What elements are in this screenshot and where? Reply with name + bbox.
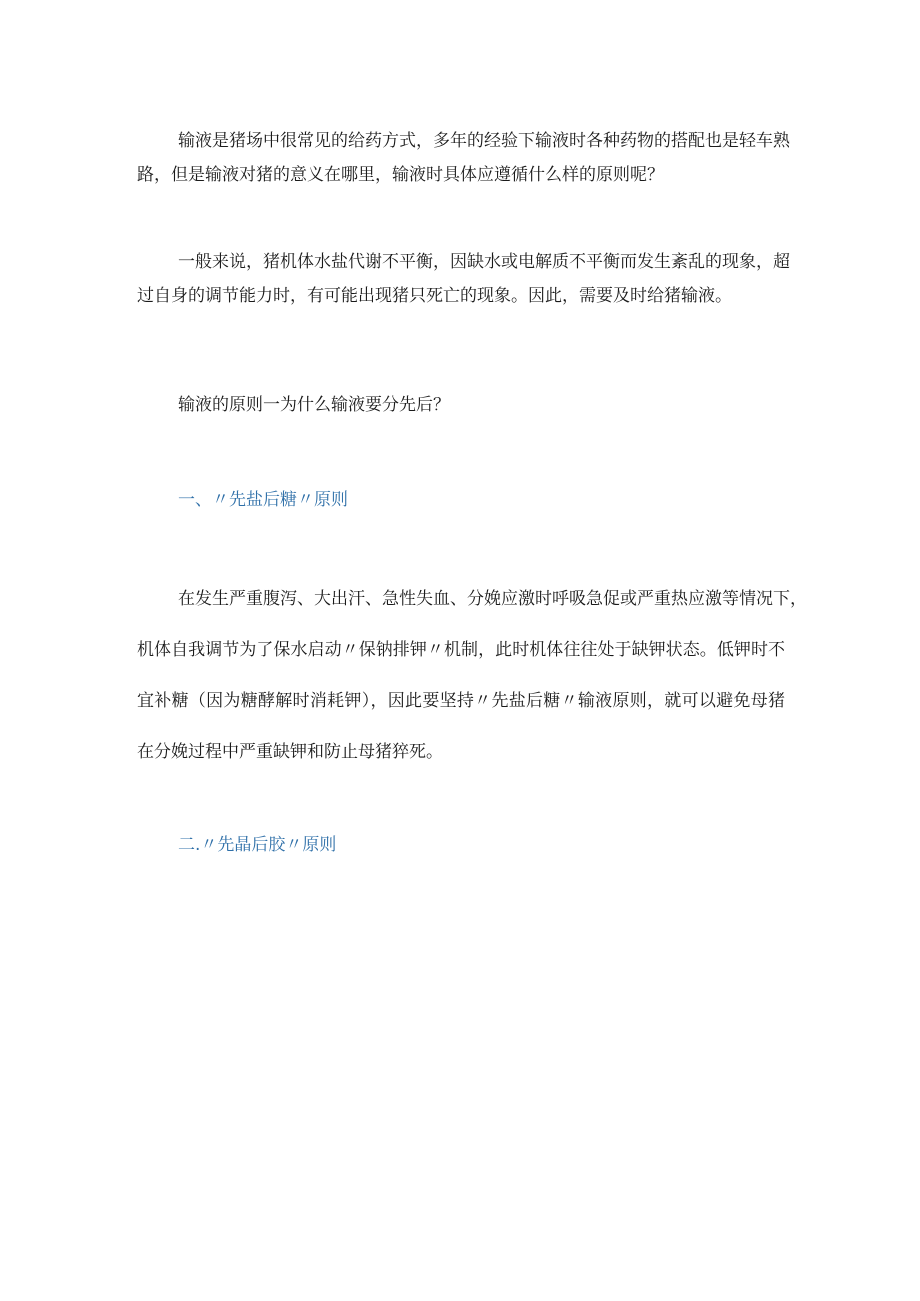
intro-paragraph <box>137 124 790 192</box>
salt-before-sugar-paragraph <box>137 574 807 778</box>
paragraph-line: 过自身的调节能力时，有可能出现猪只死亡的现象。因此，需要及时给猪输液。 <box>137 286 732 306</box>
paragraph-line: 在分娩过程中严重缺钾和防止母猪猝死。 <box>137 742 443 762</box>
explanation-paragraph <box>137 245 790 313</box>
paragraph-line: 输液的原则一为什么输液要分先后？ <box>178 395 450 415</box>
heading-text: 二.〃先晶后胶〃原则 <box>178 835 337 855</box>
section-heading-1 <box>137 483 785 517</box>
paragraph-line: 输液是猪场中很常见的给药方式，多年的经验下输液时各种药物的搭配也是轻车熟 <box>178 131 790 151</box>
paragraph-line: 在发生严重腹泻、大出汗、急性失血、分娩应激时呼吸急促或严重热应激等情况下， <box>178 589 807 609</box>
principles-intro <box>137 388 785 422</box>
paragraph-line: 一般来说，猪机体水盐代谢不平衡，因缺水或电解质不平衡而发生紊乱的现象，超 <box>178 252 790 272</box>
paragraph-line: 路，但是输液对猪的意义在哪里，输液时具体应遵循什么样的原则呢？ <box>137 165 664 185</box>
paragraph-line: 机体自我调节为了保水启动〃保钠排钾〃机制，此时机体往往处于缺钾状态。低钾时不 <box>137 640 785 660</box>
section-heading-2 <box>137 828 785 862</box>
heading-text: 一、〃先盐后糖〃原则 <box>178 490 348 510</box>
paragraph-line: 宜补糖（因为糖酵解时消耗钾），因此要坚持〃先盐后糖〃输液原则，就可以避免母猪 <box>137 691 785 711</box>
